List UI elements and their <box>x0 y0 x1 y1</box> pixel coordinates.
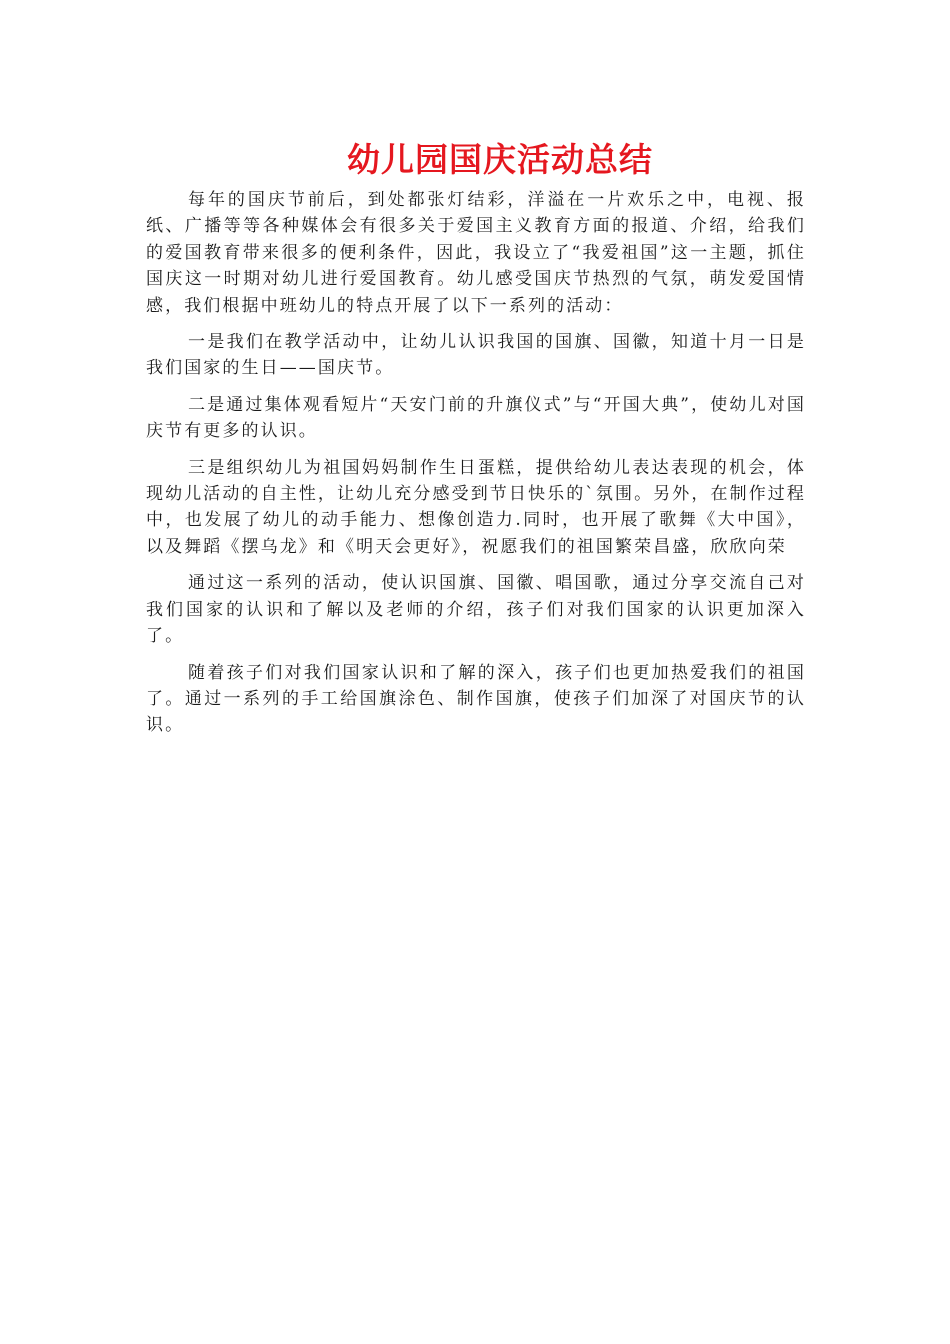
paragraph-activity-three: 三是组织幼儿为祖国妈妈制作生日蛋糕，提供给幼儿表达表现的机会，体现幼儿活动的自主性，让幼儿充分感受到节日快乐的`氛围。另外，在制作过程中，也发展了幼儿的动手能力、想像创造力.同时，也开展了歌舞《大中国》，以及舞蹈《摆乌龙》和《明天会更好》，祝愿我们的祖国繁荣昌盛，欣欣向荣 <box>146 457 806 557</box>
document-title: 幼儿园国庆活动总结 <box>347 140 653 179</box>
paragraph-conclusion: 随着孩子们对我们国家认识和了解的深入，孩子们也更加热爱我们的祖国了。通过一系列的手工给国旗涂色、制作国旗，使孩子们加深了对国庆节的认识。 <box>146 662 806 736</box>
paragraph-activity-two: 二是通过集体观看短片“天安门前的升旗仪式”与“开国大典”，使幼儿对国庆节有更多的认识。 <box>146 394 806 442</box>
paragraph-activity-one: 一是我们在教学活动中，让幼儿认识我国的国旗、国徽，知道十月一日是我们国家的生日——国庆节。 <box>146 332 806 379</box>
paragraph-intro: 每年的国庆节前后，到处都张灯结彩，洋溢在一片欢乐之中，电视、报纸、广播等等各种媒体会有很多关于爱国主义教育方面的报道、介绍，给我们的爱国教育带来很多的便利条件，因此，我设立了“我爱祖国”这一主题，抓住国庆这一时期对幼儿进行爱国教育。幼儿感受国庆节热烈的气氛，萌发爱国情感，我们根据中班幼儿的特点开展了以下一系列的活动： <box>146 190 806 316</box>
paragraph-summary: 通过这一系列的活动，使认识国旗、国徽、唱国歌，通过分享交流自己对我们国家的认识和了解以及老师的介绍，孩子们对我们国家的认识更加深入了。 <box>146 573 806 647</box>
document-body <box>146 187 806 749</box>
